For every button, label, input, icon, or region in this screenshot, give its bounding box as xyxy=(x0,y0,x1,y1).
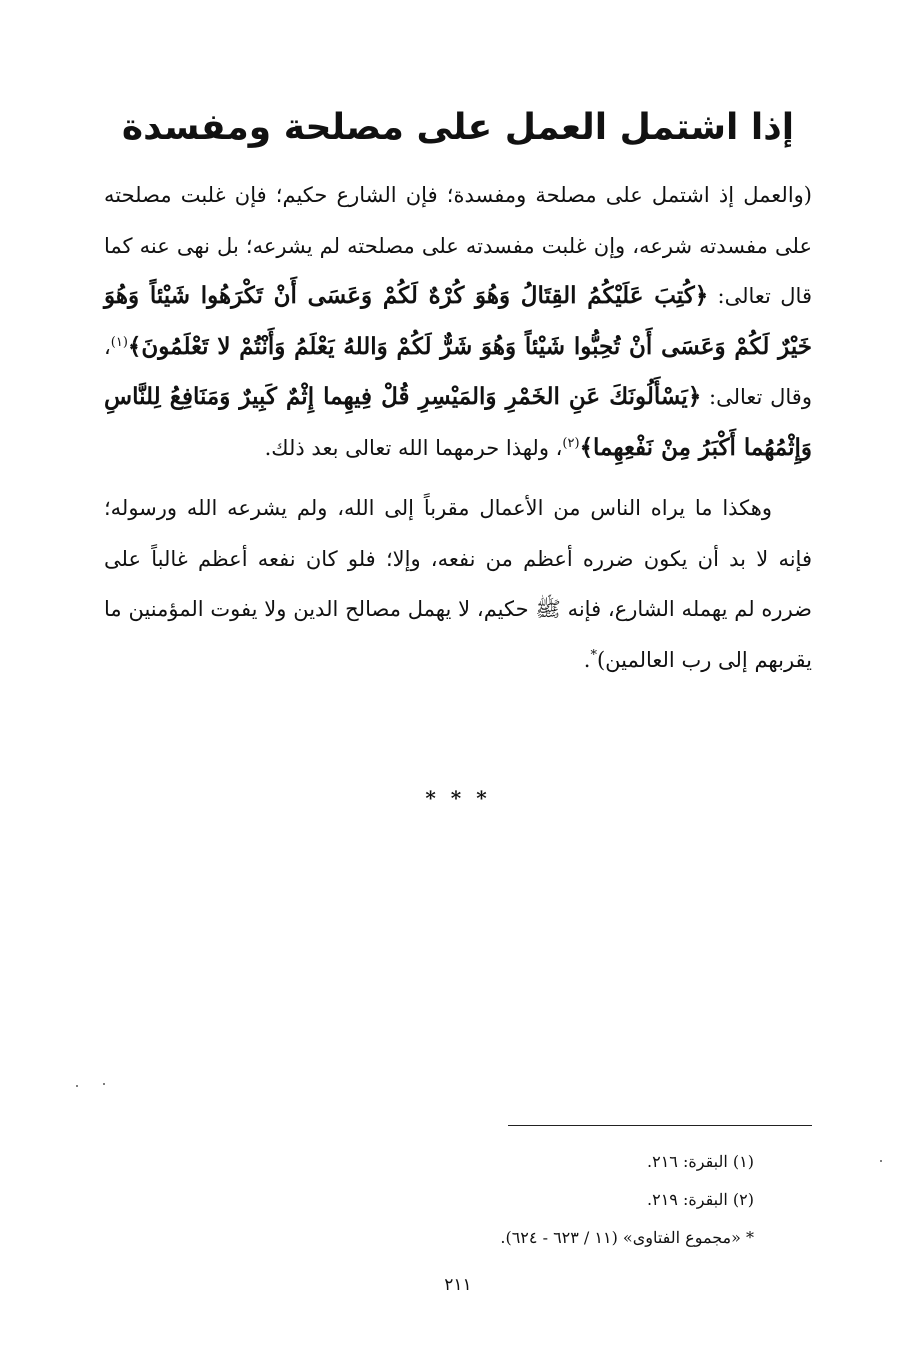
text-segment: ، ولهذا حرمهما الله تعالى بعد ذلك. xyxy=(264,435,563,460)
footnote-divider xyxy=(508,1125,812,1126)
scan-speck xyxy=(103,1083,105,1085)
footnote-ref-2: (٢) xyxy=(562,435,580,451)
paragraph-1 xyxy=(104,170,812,473)
text-segment: . xyxy=(583,647,591,672)
main-text xyxy=(104,170,812,695)
page-number: ٢١١ xyxy=(444,1275,472,1295)
footnotes xyxy=(254,1143,754,1257)
scan-speck xyxy=(76,1085,78,1087)
section-separator: * * * xyxy=(425,786,491,810)
footnote-2: (٢) البقرة: ٢١٩. xyxy=(647,1190,754,1209)
paragraph-2 xyxy=(104,483,812,685)
text-segment: وهكذا ما يراه الناس من الأعمال مقرباً إلى الله، ولم يشرعه الله ورسوله؛ فإنه لا بد أن يكون ضرره أعظم من نفعه، وإلا؛ فلو كان نفعه أعظم غالباً على ضرره لم يهمله الشارع، فإنه ﷺ حكيم، لا يهمل مصالح الدين ولا يفوت المؤمنين ما يقربهم إلى رب العالمين) xyxy=(104,496,812,672)
footnote-ref-star: * xyxy=(590,647,597,663)
quran-verse: ﴿يَسْأَلُونَكَ عَنِ الخَمْرِ وَالمَيْسِرِ قُلْ فِيهِما إِثْمٌ كَبِيرٌ وَمَنَافِعُ لِلنَّاسِ وَإِثْمُهُما أَكْبَرُ مِنْ نَفْعِهِما﴾ xyxy=(104,383,812,461)
text-segment: (والعمل إذ اشتمل على مصلحة ومفسدة؛ فإن الشارع حكيم؛ فإن غلبت مصلحته على مفسدته شرعه، وإن غلبت مفسدته على مصلحته لم يشرعه؛ بل نهى عنه كما قال تعالى: xyxy=(104,183,812,308)
text-segment: ، وقال تعالى: xyxy=(104,334,812,409)
footnote-ref-1: (١) xyxy=(110,334,128,350)
footnote-1: (١) البقرة: ٢١٦. xyxy=(647,1152,754,1171)
quran-verse: ﴿كُتِبَ عَلَيْكُمُ القِتَالُ وَهُوَ كُرْهٌ لَكُمْ وَعَسَى أَنْ تَكْرَهُوا شَيْئاً وَهُوَ خَيْرٌ لَكُمْ وَعَسَى أَنْ تُحِبُّوا شَيْئاً وَهُوَ شَرٌّ لَكُمْ وَاللهُ يَعْلَمُ وَأَنْتُمْ لا تَعْلَمُونَ﴾ xyxy=(104,282,812,360)
page-title: إذا اشتمل العمل على مصلحة ومفسدة xyxy=(121,107,795,148)
scan-speck xyxy=(880,1160,882,1162)
footnote-3: * «مجموع الفتاوى» (١١ / ٦٢٣ - ٦٢٤). xyxy=(500,1228,754,1247)
